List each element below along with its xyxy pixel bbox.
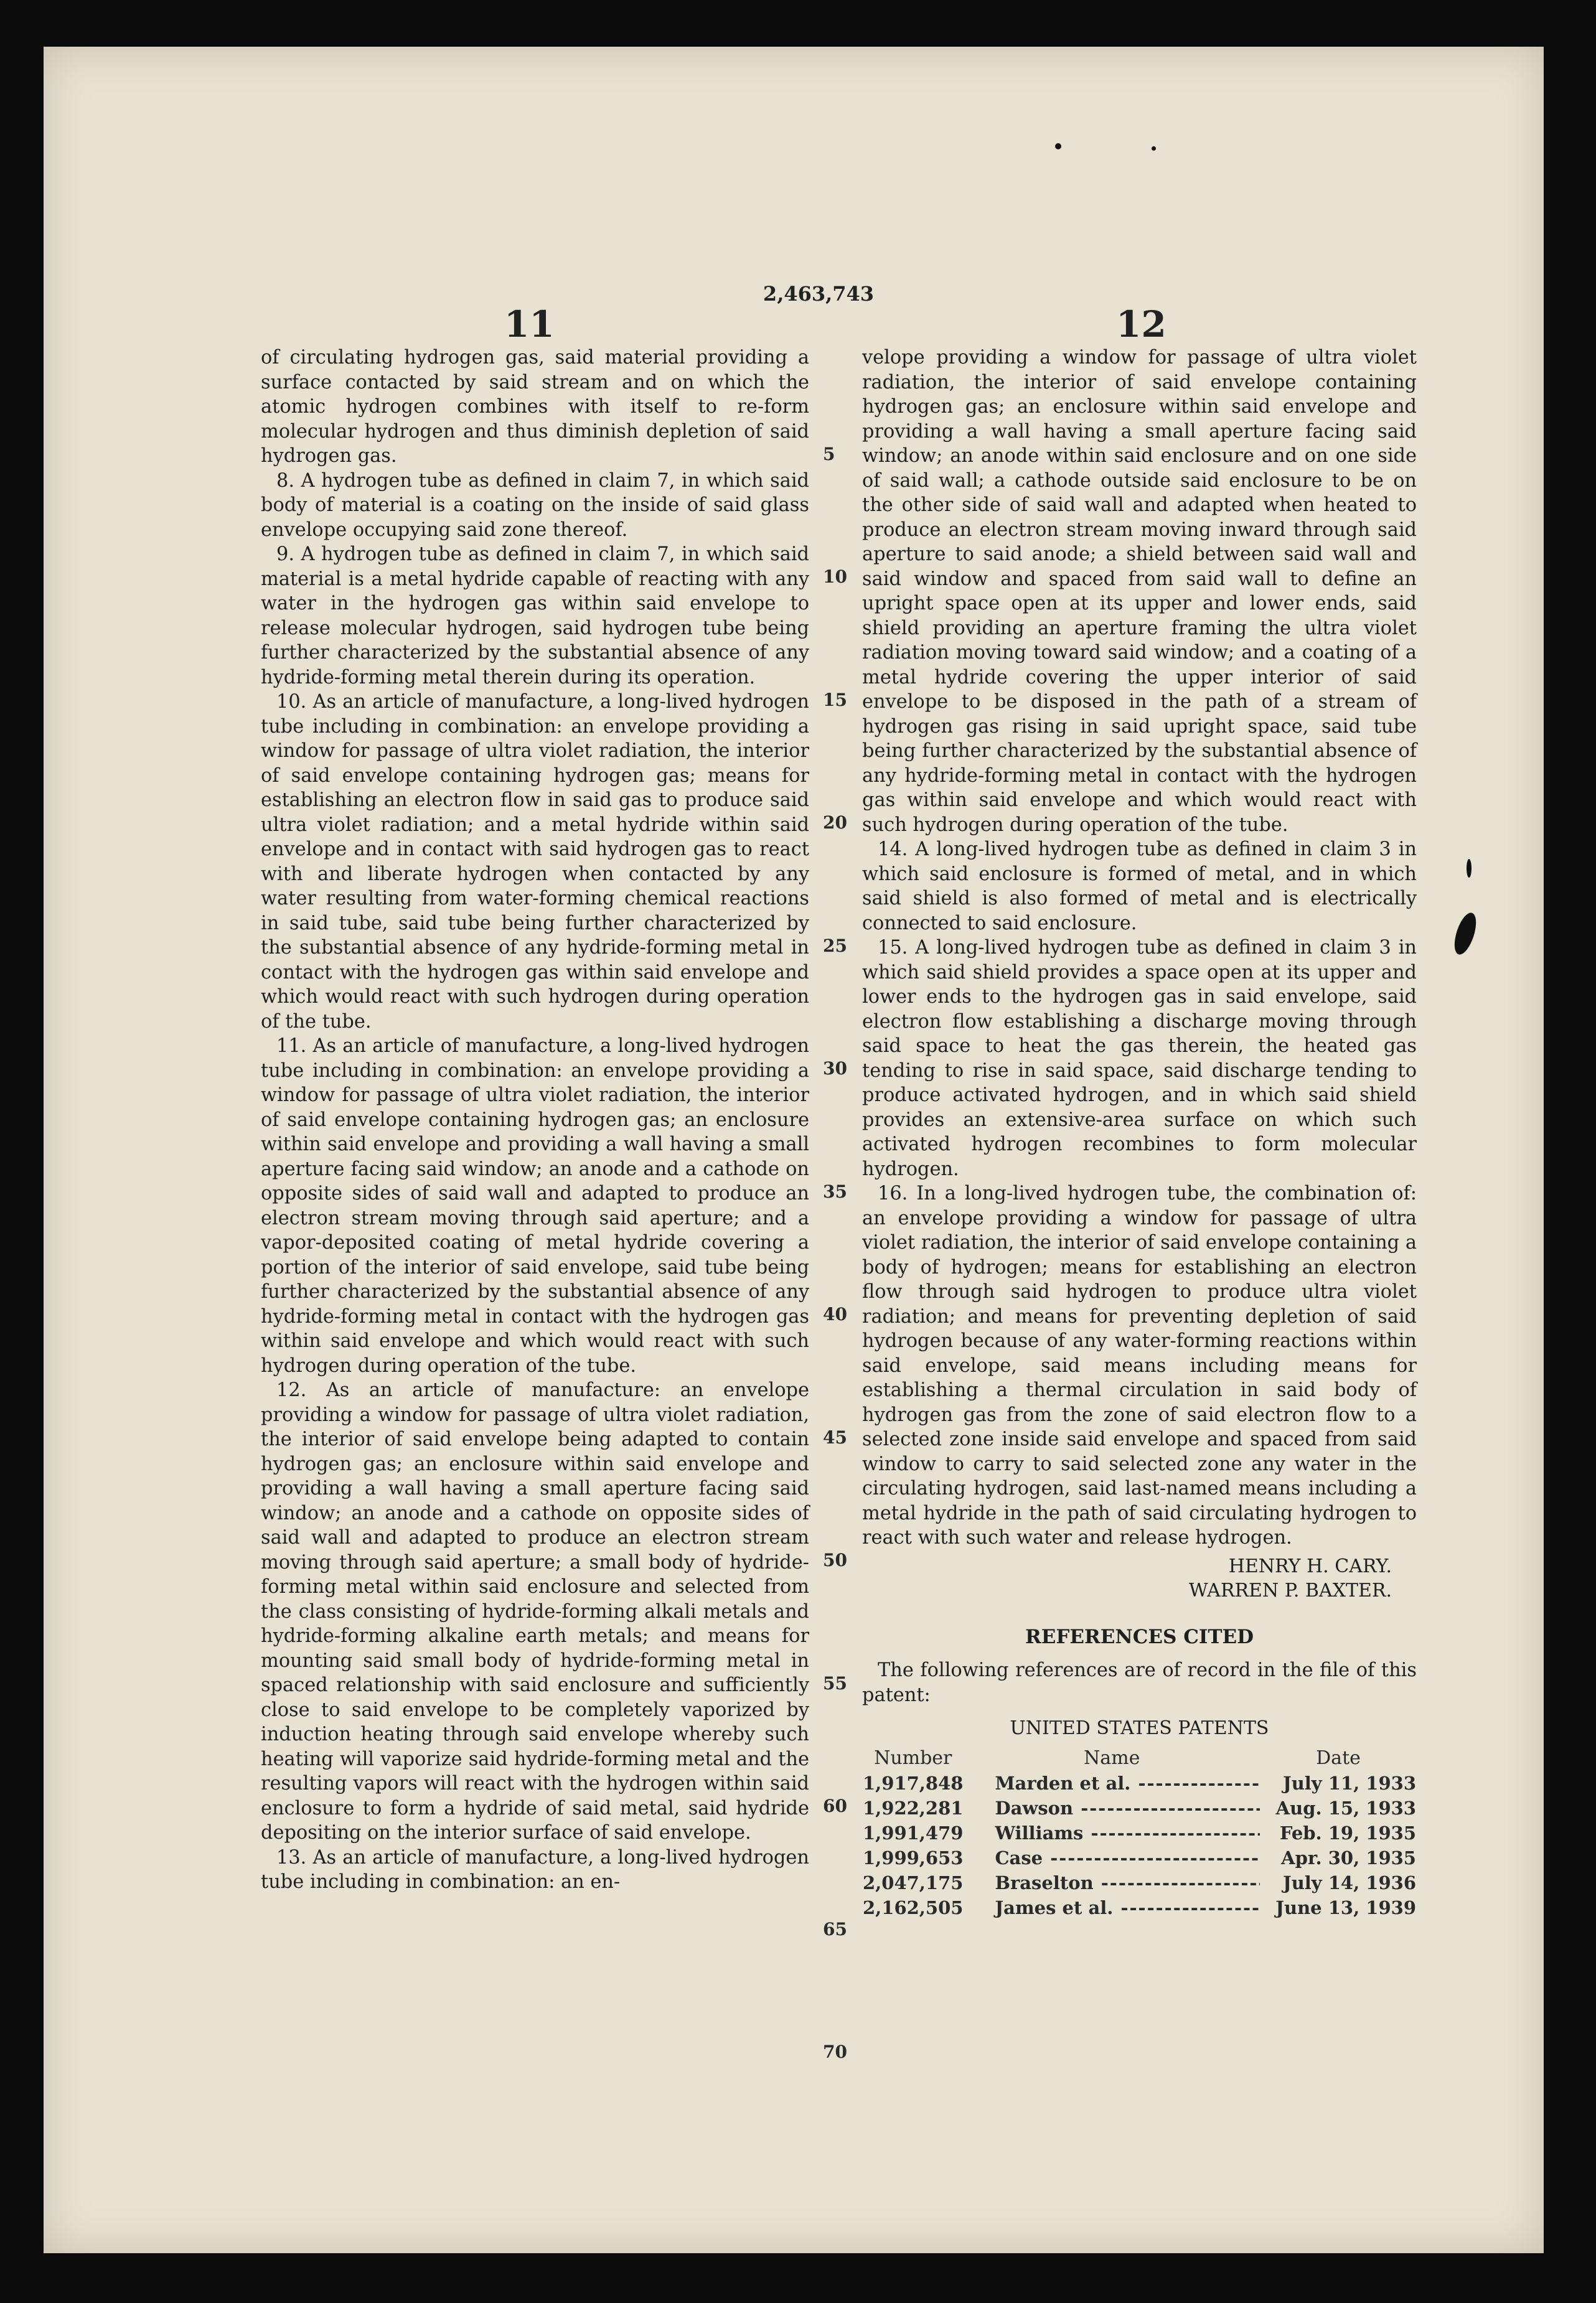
table-row bbox=[862, 1846, 1417, 1870]
paper-damage-mark bbox=[1450, 910, 1480, 957]
patent-ref-name-cell bbox=[964, 1846, 1260, 1870]
patent-ref-date: Aug. 15, 1933 bbox=[1275, 1797, 1416, 1819]
patent-ref-number: 1,917,848 bbox=[863, 1772, 964, 1794]
patent-number: 2,463,743 bbox=[763, 282, 875, 306]
patent-ref-name: James et al. ----- bbox=[995, 1897, 1260, 1918]
claim-paragraph: 15. A long-lived hydrogen tube as defined in claim 3 in which said shield provides a space open at its upper and lower ends to the hydrogen gas in said envelope, said electron flow establishing a discharge moving through said space to heat the gas therein, the heated gas tending to rise in said space, said discharge tending to produce activated hydrogen, and in which said shield provides an extensive-area surface on which such activated hydrogen recombines to form molecular hydrogen. bbox=[862, 937, 1417, 1180]
inventor-name: HENRY H. CARY. bbox=[1228, 1555, 1392, 1577]
claim-paragraph: 12. As an article of manufacture: an envelope providing a window for passage of ultra violet radiation, the interior of said envelope being adapted to contain hydrogen gas; an enclosure within said envelope and providing a wall having a small aperture facing said window; an anode and a cathode on opposite sides of said wall and adapted to produce an electron stream moving through said aperture; a small body of hydride-forming metal within said enclosure and selected from the class consisting of hydride-forming alkali metals and hydride-forming alkaline earth metals; and means for mounting said small body of hydride-forming metal in spaced relationship with said enclosure and sufficiently close to said envelope to be completely vaporized by induction heating through said envelope whereby such heating will vaporize said hydride-forming metal and the resulting vapors will react with the hydrogen within said enclosure to form a hydride of said metal, said hydride depositing on the interior surface of said envelope. bbox=[261, 1379, 809, 1844]
claim-paragraph: 10. As an article of manufacture, a long-lived hydrogen tube including in combination: an envelope providing a window for passage of ultra violet radiation, the interior of said envelope containing hydrogen gas; means for establishing an electron flow in said gas to produce said ultra violet radiation; and a metal hydride within said envelope and in contact with said hydrogen gas to react with and liberate hydrogen when contacted by any water resulting from water-forming chemical reactions in said tube, said tube being further characterized by the substantial absence of any hydride-forming metal in contact with the hydrogen gas within said envelope and which would react with such hydrogen during operation of the tube. bbox=[261, 691, 809, 1033]
left-column bbox=[261, 345, 809, 1895]
table-row bbox=[862, 1771, 1417, 1796]
line-number: 45 bbox=[823, 1427, 847, 1448]
references-heading: REFERENCES CITED bbox=[1025, 1625, 1254, 1648]
page-number-right: 12 bbox=[1116, 303, 1166, 345]
patent-ref-name: Marden et al. ----- bbox=[995, 1773, 1260, 1794]
table-row bbox=[862, 1821, 1417, 1846]
patent-ref-name-cell bbox=[964, 1821, 1260, 1846]
patent-ref-date: June 13, 1939 bbox=[1275, 1897, 1416, 1918]
line-number: 35 bbox=[823, 1181, 847, 1202]
patent-ref-name-cell bbox=[964, 1771, 1260, 1796]
patent-ref-number: 1,922,281 bbox=[863, 1797, 964, 1819]
patent-ref-name-cell bbox=[964, 1895, 1260, 1920]
page-number-left: 11 bbox=[504, 303, 555, 345]
patent-ref-name: Dawson ----- bbox=[995, 1798, 1260, 1819]
line-number: 20 bbox=[823, 812, 847, 833]
column-header-number: Number bbox=[874, 1747, 952, 1769]
right-column bbox=[862, 345, 1417, 1920]
line-number: 70 bbox=[823, 2042, 847, 2062]
us-patents-heading: UNITED STATES PATENTS bbox=[1010, 1717, 1269, 1739]
line-number: 60 bbox=[823, 1796, 847, 1816]
paper-damage-mark bbox=[1467, 859, 1472, 878]
line-number: 5 bbox=[823, 444, 835, 464]
patent-ref-name: Braselton ----- bbox=[995, 1872, 1260, 1893]
references-intro: The following references are of record in the file of this patent: bbox=[862, 1659, 1417, 1706]
table-row bbox=[862, 1870, 1417, 1895]
paper-speck bbox=[1055, 143, 1061, 149]
claim-paragraph: 9. A hydrogen tube as defined in claim 7, in which said material is a metal hydride capable of reacting with any water in the hydrogen gas within said envelope to release molecular hydrogen, said hydrogen tube being further characterized by the substantial absence of any hydride-forming metal therein during its operation. bbox=[261, 543, 809, 688]
table-row bbox=[862, 1796, 1417, 1821]
patent-ref-number: 1,999,653 bbox=[863, 1847, 964, 1869]
references-table bbox=[862, 1746, 1417, 1920]
claim-paragraph: of circulating hydrogen gas, said material providing a surface contacted by said stream and on which the atomic hydrogen combines with itself to re-form molecular hydrogen and thus diminish depletion of said hydrogen gas. bbox=[261, 347, 809, 467]
line-number: 10 bbox=[823, 566, 847, 587]
line-number: 55 bbox=[823, 1673, 847, 1694]
patent-ref-name: Case ----- bbox=[995, 1847, 1260, 1869]
claim-paragraph: 11. As an article of manufacture, a long-lived hydrogen tube including in combination: an envelope providing a window for passage of ultra violet radiation, the interior of said envelope containing hydrogen gas; an enclosure within said envelope and providing a wall having a small aperture facing said window; an anode and a cathode on opposite sides of said wall and adapted to produce an electron stream moving through said aperture; and a vapor-deposited coating of metal hydride covering a portion of the interior of said envelope, said tube being further characterized by the substantial absence of any hydride-forming metal in contact with the hydrogen gas within said envelope and which would react with such hydrogen during operation of the tube. bbox=[261, 1035, 809, 1377]
claim-paragraph: 14. A long-lived hydrogen tube as defined in claim 3 in which said enclosure is formed of metal, and in which said shield is also formed of metal and is electrically connected to said enclosure. bbox=[862, 838, 1417, 934]
claim-paragraph: 16. In a long-lived hydrogen tube, the combination of: an envelope providing a window for passage of ultra violet radiation, the interior of said envelope containing a body of hydrogen; means for establishing an electron flow through said hydrogen to produce ultra violet radiation; and means for preventing depletion of said hydrogen because of any water-forming reactions within said envelope, said means including means for establishing a thermal circulation in said body of hydrogen gas from the zone of said electron flow to a selected zone inside said envelope and spaced from said window to carry to said selected zone any water in the circulating hydrogen, said last-named means including a metal hydride in the path of said circulating hydrogen to react with such water and release hydrogen. bbox=[862, 1183, 1417, 1549]
paper-speck bbox=[1152, 146, 1156, 151]
patent-ref-name: Williams ----- bbox=[995, 1822, 1260, 1844]
patent-ref-number: 2,047,175 bbox=[863, 1872, 964, 1893]
line-number: 65 bbox=[823, 1919, 847, 1939]
patent-ref-name-cell bbox=[964, 1870, 1260, 1895]
line-number: 25 bbox=[823, 936, 847, 956]
claim-paragraph: velope providing a window for passage of ultra violet radiation, the interior of said envelope containing hydrogen gas; an enclosure within said envelope and providing a wall having a small aperture facing said window; an anode within said enclosure and on one side of said wall; a cathode outside said enclosure to be on the other side of said wall and adapted when heated to produce an electron stream moving inward through said aperture to said anode; a shield between said wall and said window and spaced from said wall to define an upright space open at its upper and lower ends, said shield providing an aperture framing the ultra violet radiation moving toward said window; and a coating of a metal hydride covering the upper interior of said envelope to be disposed in the path of a stream of hydrogen gas rising in said upright space, said tube being further characterized by the substantial absence of any hydride-forming metal in contact with the hydrogen gas within said envelope and which would react with such hydrogen during operation of the tube. bbox=[862, 347, 1417, 836]
patent-ref-number: 1,991,479 bbox=[863, 1822, 964, 1844]
patent-ref-date: July 14, 1936 bbox=[1282, 1872, 1416, 1893]
line-number: 15 bbox=[823, 690, 847, 710]
patent-ref-date: July 11, 1933 bbox=[1282, 1772, 1416, 1794]
patent-ref-number: 2,162,505 bbox=[863, 1897, 964, 1918]
claim-paragraph: 8. A hydrogen tube as defined in claim 7, in which said body of material is a coating on the inside of said glass envelope occupying said zone thereof. bbox=[261, 469, 809, 541]
line-number: 30 bbox=[823, 1058, 847, 1079]
patent-ref-date: Apr. 30, 1935 bbox=[1281, 1847, 1416, 1869]
line-number: 50 bbox=[823, 1550, 847, 1570]
table-row bbox=[862, 1895, 1417, 1920]
patent-page bbox=[44, 47, 1544, 2253]
inventor-signatures bbox=[862, 1554, 1417, 1603]
patent-ref-name-cell bbox=[964, 1796, 1260, 1821]
line-number: 40 bbox=[823, 1304, 847, 1325]
patent-ref-date: Feb. 19, 1935 bbox=[1279, 1822, 1416, 1844]
claim-paragraph: 13. As an article of manufacture, a long-lived hydrogen tube including in combination: an en- bbox=[261, 1846, 809, 1893]
inventor-name: WARREN P. BAXTER. bbox=[1188, 1579, 1392, 1602]
column-header-name: Name bbox=[1084, 1747, 1140, 1769]
column-header-date: Date bbox=[1316, 1747, 1361, 1769]
references-header-row bbox=[862, 1746, 1417, 1771]
